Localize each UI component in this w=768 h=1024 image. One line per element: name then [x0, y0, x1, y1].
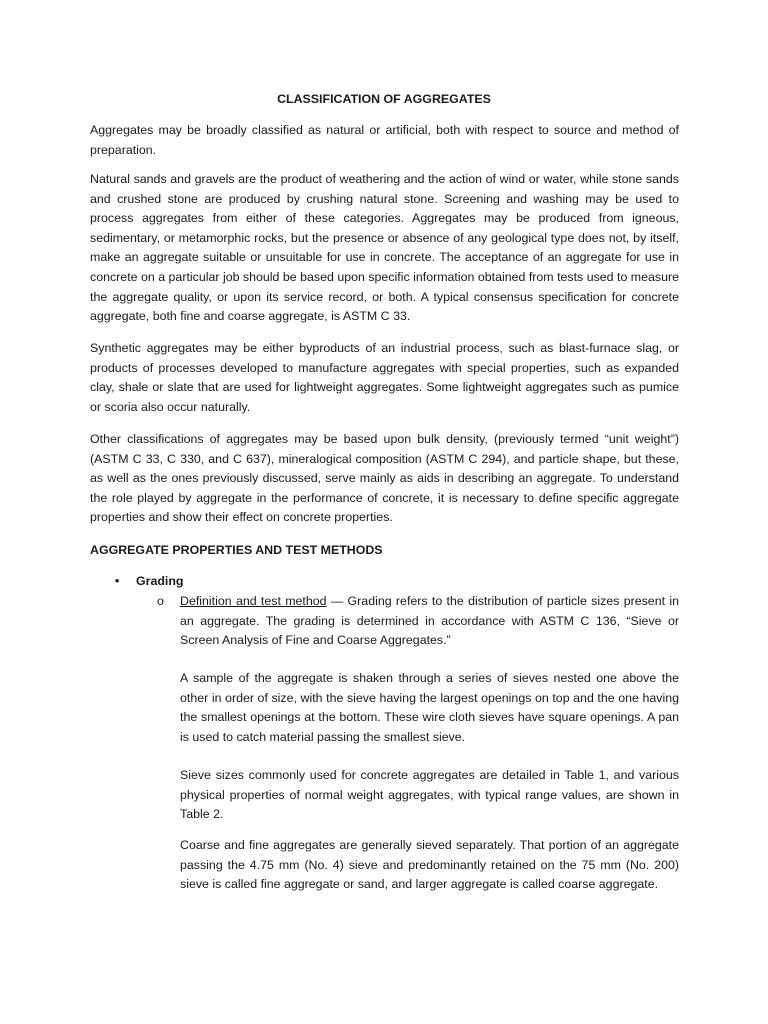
definition-term: Definition and test method — [180, 594, 327, 608]
bullet-label: Grading — [136, 574, 184, 588]
paragraph-synthetic-aggregates: Synthetic aggregates may be either byproducts of an industrial process, such as blast-furnace slag, or products of processes developed to manufacture aggregates with special properties, such as expanded clay, shale or slate that are used for lightweight aggregates. Some lightweight aggregates such as pumice or scoria also occur naturally. — [90, 341, 679, 414]
sub-paragraph-sieve-sample: A sample of the aggregate is shaken through a series of sieves nested one above the other in order of size, with the sieve having the largest openings on top and the one having the smallest openings at the bottom. These wire cloth sieves have square openings. A pan is used to catch material passing the smallest sieve. — [180, 671, 679, 744]
paragraph-natural-aggregates: Natural sands and gravels are the product of weathering and the action of wind or water, while stone sands and crushed stone are produced by crushing natural stone. Screening and washing may be used to process aggregates from either of these categories. Aggregates may be produced from igneous, sedimentary, or metamorphic rocks, but the presence or absence of any geological type does not, by itself, make an aggregate suitable or unsuitable for use in concrete. The acceptance of an aggregate for use in concrete on a particular job should be based upon specific information obtained from tests used to measure the aggregate quality, or upon its service record, or both. A typical consensus specification for concrete aggregate, both fine and coarse aggregate, is ASTM C 33. — [90, 172, 679, 324]
page-title: CLASSIFICATION OF AGGREGATES — [277, 92, 491, 106]
paragraph-other-classifications: Other classifications of aggregates may be based upon bulk density, (previously termed “unit weight”) (ASTM C 33, C 330, and C 637), mineralogical composition (ASTM C 294), and particle shape, but these, as well as the ones previously discussed, serve mainly as aids in describing an aggregate. To understand the role played by aggregate in the performance of concrete, it is necessary to define specific aggregate properties and show their effect on concrete properties. — [90, 432, 679, 525]
paragraph-intro: Aggregates may be broadly classified as natural or artificial, both with respect to source and method of preparation. — [90, 123, 679, 157]
section-heading: AGGREGATE PROPERTIES AND TEST METHODS — [90, 543, 383, 557]
sub-paragraph-sieve-sizes: Sieve sizes commonly used for concrete aggregates are detailed in Table 1, and various physical properties of normal weight aggregates, with typical range values, are shown in Table 2. — [180, 768, 679, 822]
circle-bullet-icon: o — [157, 594, 164, 608]
sub-item-definition — [180, 592, 679, 651]
definition-text: — Grading refers to the distribution of particle sizes present in an aggregate. The grading is determined in accordance with ASTM C 136, “Sieve or Screen Analysis of Fine and Coarse Aggregates.” — [180, 594, 679, 648]
bullet-icon: • — [115, 574, 120, 588]
sub-paragraph-coarse-fine: Coarse and fine aggregates are generally sieved separately. That portion of an aggregate passing the 4.75 mm (No. 4) sieve and predominantly retained on the 75 mm (No. 200) sieve is called fine aggregate or sand, and larger aggregate is called coarse aggregate. — [180, 838, 679, 892]
